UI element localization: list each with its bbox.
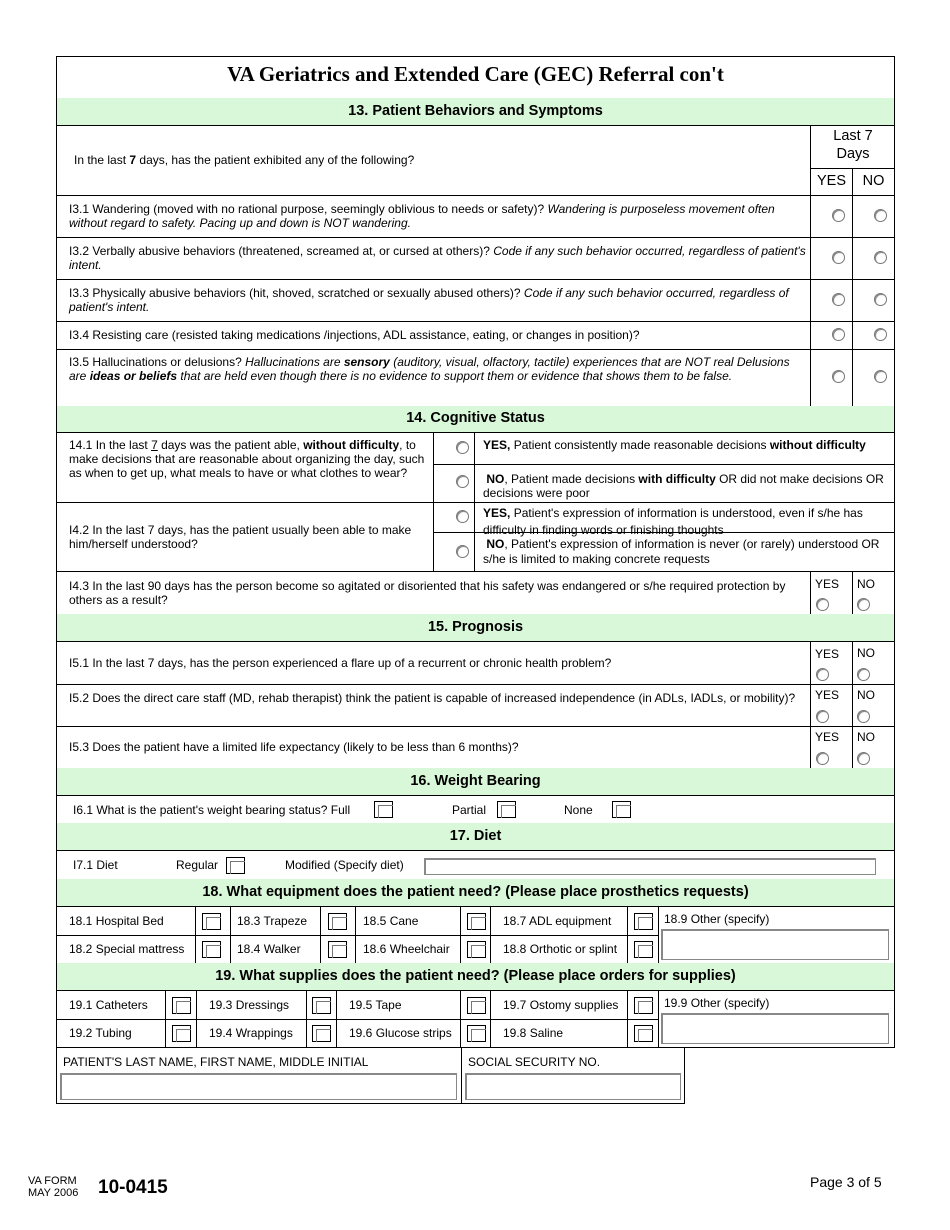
form-number: 10-0415 (98, 1177, 168, 1198)
section-16-title: 16. Weight Bearing (410, 773, 541, 789)
i4-2-yes-text: YES, Patient's expression of information is understood, even if s/he has difficulty in finding words or finishing thoughts (483, 506, 863, 537)
question-14-1: 14.1 In the last 7 days was the patient able, without difficulty, to make decisions that are reasonable about organizing the day, such as when to get up, what meals to have or what clothes to wear? (69, 438, 425, 480)
i4-3-yes-radio[interactable] (816, 598, 829, 611)
supply-tape-label: 19.5 Tape (349, 998, 402, 1012)
equip-cane-checkbox[interactable] (467, 913, 486, 930)
equip-other-input[interactable] (661, 929, 889, 960)
i5-1-yes-radio[interactable] (816, 668, 829, 681)
equip-hospital-bed-label: 18.1 Hospital Bed (69, 914, 164, 928)
question-i4-2: I4.2 In the last 7 days, has the patient usually been able to make him/herself understood? (69, 523, 412, 551)
equip-adl-checkbox[interactable] (634, 913, 653, 930)
i4-2-no-radio[interactable] (456, 545, 469, 558)
weight-partial-label: Partial (452, 803, 487, 817)
i5-3-no-label: NO (857, 730, 875, 744)
14-1-yes-radio[interactable] (456, 441, 469, 454)
question-i5-3: I5.3 Does the patient have a limited life expectancy (likely to be less than 6 months)? (69, 740, 519, 754)
diet-label: I7.1 Diet (73, 858, 118, 872)
equip-walker-label: 18.4 Walker (237, 942, 301, 956)
equip-wheelchair-checkbox[interactable] (467, 941, 486, 958)
ssn-label: SOCIAL SECURITY NO. (468, 1055, 601, 1069)
section-19-title: 19. What supplies does the patient need? (Please place orders for supplies) (215, 968, 736, 984)
section-14-title: 14. Cognitive Status (406, 410, 545, 426)
equip-hospital-bed-checkbox[interactable] (202, 913, 221, 930)
question-i3-3: I3.3 Physically abusive behaviors (hit, shoved, scratched or sexually abused others)? Code if any such behavior occurred, regardless of patient's intent. (69, 286, 789, 314)
supply-ostomy-label: 19.7 Ostomy supplies (503, 998, 619, 1012)
col-divider (336, 991, 337, 1048)
patient-name-label: PATIENT'S LAST NAME, FIRST NAME, MIDDLE INITIAL (63, 1055, 369, 1069)
col-divider (195, 907, 196, 964)
question-i3-5: I3.5 Hallucinations or delusions? Hallucinations are sensory (auditory, visual, olfactory, tactile) experiences that are NOT real Delusions are ideas or beliefs that are held even though there is no evidence to support them or evidence that shows them to be false. (69, 355, 790, 383)
yes-header: YES (816, 173, 846, 189)
question-i3-1: I3.1 Wandering (moved with no rational purpose, seemingly oblivious to needs or safety)? Wandering is purposeless movement often without regard to safety. Pacing up and down is NOT wandering. (69, 202, 775, 230)
col-divider (306, 991, 307, 1048)
i4-3-no-label: NO (857, 577, 875, 591)
col-divider (460, 991, 461, 1048)
col-divider (490, 907, 491, 964)
supply-other-input[interactable] (661, 1013, 889, 1044)
form-title: VA Geriatrics and Extended Care (GEC) Referral con't (227, 62, 724, 86)
supply-other-label: 19.9 Other (specify) (664, 996, 770, 1010)
i3-4-no-radio[interactable] (874, 328, 887, 341)
weight-none-label: None (564, 803, 593, 817)
question-i5-1: I5.1 In the last 7 days, has the person experienced a flare up of a recurrent or chronic health problem? (69, 656, 612, 670)
i5-2-yes-radio[interactable] (816, 710, 829, 723)
section-13-title: 13. Patient Behaviors and Symptoms (348, 103, 603, 119)
weight-partial-checkbox[interactable] (497, 801, 516, 818)
row-divider (56, 349, 895, 350)
row-divider (56, 1019, 659, 1020)
i3-4-yes-radio[interactable] (832, 328, 845, 341)
row-divider (56, 195, 895, 196)
page-number: Page 3 of 5 (810, 1174, 882, 1190)
i3-5-yes-radio[interactable] (832, 370, 845, 383)
i5-2-no-label: NO (857, 688, 875, 702)
i3-2-no-radio[interactable] (874, 251, 887, 264)
weight-bearing-question: I6.1 What is the patient's weight bearing status? Full (73, 803, 351, 817)
col-divider (658, 907, 659, 964)
supply-dressings-label: 19.3 Dressings (209, 998, 290, 1012)
i3-1-yes-radio[interactable] (832, 209, 845, 222)
i5-2-no-radio[interactable] (857, 710, 870, 723)
col-divider (355, 907, 356, 964)
equip-special-mattress-label: 18.2 Special mattress (69, 942, 185, 956)
weight-none-checkbox[interactable] (612, 801, 631, 818)
i3-3-yes-radio[interactable] (832, 293, 845, 306)
no-header: NO (862, 173, 885, 189)
i5-2-yes-label: YES (815, 688, 840, 702)
supply-glucose-label: 19.6 Glucose strips (349, 1026, 452, 1040)
i3-1-no-radio[interactable] (874, 209, 887, 222)
row-divider (810, 168, 895, 169)
row-divider (56, 684, 895, 685)
col-divider (627, 991, 628, 1048)
supply-catheters-label: 19.1 Catheters (69, 998, 148, 1012)
supply-dressings-checkbox[interactable] (312, 997, 331, 1014)
question-i4-3: I4.3 In the last 90 days has the person become so agitated or disoriented that his safety was endangered or s/he required protection by others as a result? (69, 579, 786, 607)
supply-saline-checkbox[interactable] (634, 1025, 653, 1042)
sec13-intro: In the last 7 days, has the patient exhibited any of the following? (74, 153, 415, 167)
14-1-yes-text: YES, Patient consistently made reasonable decisions without difficulty (483, 438, 866, 452)
14-1-no-text: NO, Patient made decisions with difficulty OR did not make decisions OR decisions were poor (483, 472, 884, 500)
row-divider (433, 464, 895, 465)
equip-orthotic-label: 18.8 Orthotic or splint (503, 942, 618, 956)
equip-wheelchair-label: 18.6 Wheelchair (363, 942, 450, 956)
equip-other-label: 18.9 Other (specify) (664, 912, 770, 926)
diet-modified-label: Modified (Specify diet) (285, 858, 404, 872)
i5-1-no-label: NO (857, 646, 875, 660)
i3-2-yes-radio[interactable] (832, 251, 845, 264)
question-i5-2: I5.2 Does the direct care staff (MD, rehab therapist) think the patient is capable of increased independence (in ADLs, IADLs, or mobility)? (69, 691, 796, 705)
col-divider (810, 571, 811, 615)
last-7-days-header: Last 7 Days (833, 128, 873, 162)
col-divider (852, 642, 853, 769)
i4-2-no-text: NO, Patient's expression of information is never (or rarely) understood OR s/he is limited to making concrete requests (483, 537, 880, 566)
col-divider (658, 991, 659, 1048)
equip-trapeze-checkbox[interactable] (328, 913, 347, 930)
col-divider (852, 571, 853, 615)
i4-2-yes-radio[interactable] (456, 510, 469, 523)
supply-ostomy-checkbox[interactable] (634, 997, 653, 1014)
i5-3-no-radio[interactable] (857, 752, 870, 765)
col-divider (196, 991, 197, 1048)
diet-regular-label: Regular (176, 858, 219, 872)
col-divider (320, 907, 321, 964)
row-divider (56, 571, 895, 572)
equip-special-mattress-checkbox[interactable] (202, 941, 221, 958)
row-divider (56, 935, 659, 936)
form-date: MAY 2006 (28, 1187, 79, 1199)
diet-regular-checkbox[interactable] (226, 857, 245, 874)
col-divider (460, 907, 461, 964)
section-18-title: 18. What equipment does the patient need? (Please place prosthetics requests) (202, 884, 749, 900)
va-form-label: VA FORM (28, 1175, 77, 1187)
patient-name-input[interactable] (60, 1073, 457, 1100)
i5-1-no-radio[interactable] (857, 668, 870, 681)
supply-saline-label: 19.8 Saline (503, 1026, 564, 1040)
equip-orthotic-checkbox[interactable] (634, 941, 653, 958)
question-i3-4: I3.4 Resisting care (resisted taking medications /injections, ADL assistance, eating, or changes in position)? (69, 328, 640, 342)
supply-wrappings-label: 19.4 Wrappings (209, 1026, 293, 1040)
supply-wrappings-checkbox[interactable] (312, 1025, 331, 1042)
diet-modified-input[interactable] (424, 858, 876, 875)
col-divider (461, 1047, 462, 1104)
i4-3-no-radio[interactable] (857, 598, 870, 611)
supply-tubing-label: 19.2 Tubing (69, 1026, 132, 1040)
row-divider (56, 321, 895, 322)
row-divider (56, 726, 895, 727)
equip-walker-checkbox[interactable] (328, 941, 347, 958)
i5-1-yes-label: YES (815, 647, 840, 661)
i5-3-yes-label: YES (815, 730, 840, 744)
col-divider (165, 991, 166, 1048)
i3-3-no-radio[interactable] (874, 293, 887, 306)
col-divider (852, 168, 853, 407)
col-divider (810, 642, 811, 769)
equip-cane-label: 18.5 Cane (363, 914, 419, 928)
i4-3-yes-label: YES (815, 577, 840, 591)
row-divider (56, 502, 895, 503)
col-divider (627, 907, 628, 964)
supply-tape-checkbox[interactable] (467, 997, 486, 1014)
supply-catheters-checkbox[interactable] (172, 997, 191, 1014)
col-divider (490, 991, 491, 1048)
14-1-no-radio[interactable] (456, 475, 469, 488)
weight-full-checkbox[interactable] (374, 801, 393, 818)
supply-tubing-checkbox[interactable] (172, 1025, 191, 1042)
row-divider (56, 237, 895, 238)
col-divider (230, 907, 231, 964)
ssn-input[interactable] (465, 1073, 681, 1100)
equip-trapeze-label: 18.3 Trapeze (237, 914, 308, 928)
i5-3-yes-radio[interactable] (816, 752, 829, 765)
equip-adl-label: 18.7 ADL equipment (503, 914, 612, 928)
section-17-title: 17. Diet (449, 828, 502, 844)
supply-glucose-checkbox[interactable] (467, 1025, 486, 1042)
row-divider (56, 279, 895, 280)
section-15-title: 15. Prognosis (427, 619, 524, 635)
question-i3-2: I3.2 Verbally abusive behaviors (threatened, screamed at, or cursed at others)? Code if any such behavior occurred, regardless of patient's intent. (69, 244, 806, 272)
i3-5-no-radio[interactable] (874, 370, 887, 383)
